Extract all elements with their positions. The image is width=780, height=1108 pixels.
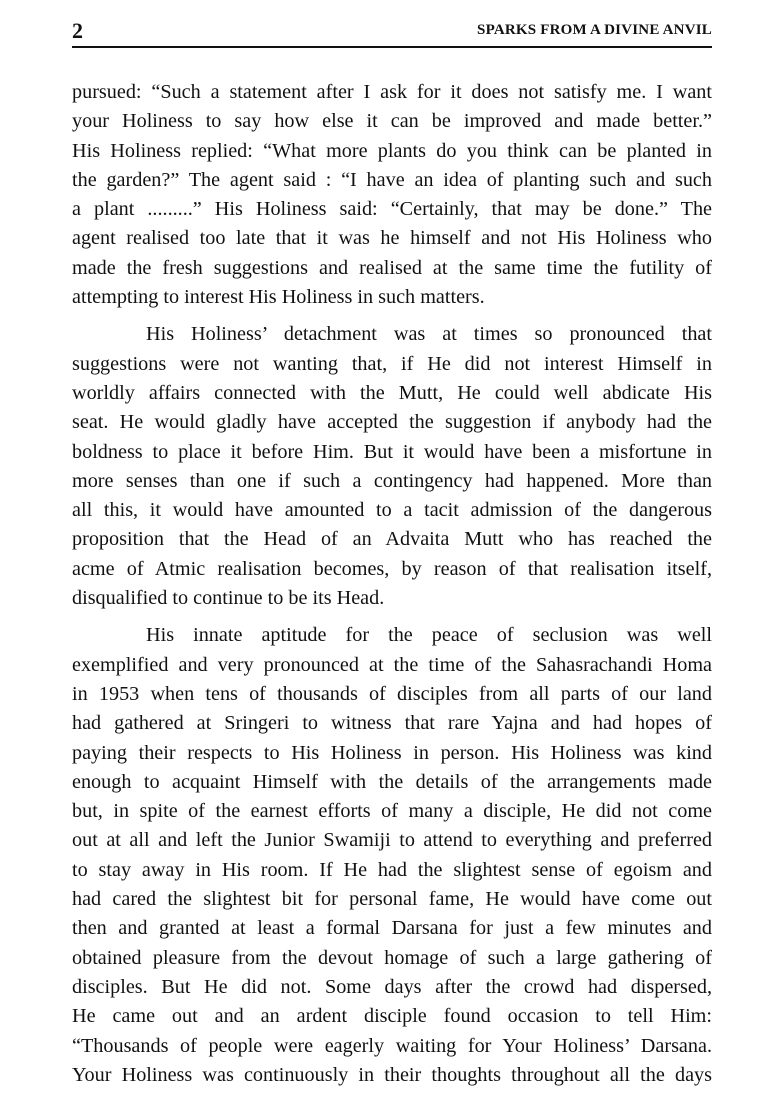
text-line: His innate aptitude for the peace of seclusion was well xyxy=(146,624,712,647)
paragraph-2 xyxy=(72,320,712,613)
text-line: then and granted at least a formal Darsana for just a few minutes and xyxy=(72,917,712,940)
text-line: your Holiness to say how else it can be improved and made better.” xyxy=(72,110,712,133)
paragraph-1 xyxy=(72,78,712,312)
book-page xyxy=(72,14,712,1090)
text-line: “Thousands of people were eagerly waiting for Your Holiness’ Darsana. xyxy=(72,1034,712,1057)
text-line: made the fresh suggestions and realised at the same time the futility of xyxy=(72,256,712,279)
text-line: the garden?” The agent said : “I have an idea of planting such and such xyxy=(72,168,712,191)
text-line: boldness to place it before Him. But it would have been a misfortune in xyxy=(72,440,712,463)
text-line: His Holiness replied: “What more plants do you think can be planted in xyxy=(72,139,712,162)
text-line: but, in spite of the earnest efforts of many a disciple, He did not come xyxy=(72,800,712,823)
text-line: paying their respects to His Holiness in person. His Holiness was kind xyxy=(72,741,712,764)
text-line: His Holiness’ detachment was at times so pronounced that xyxy=(146,323,712,346)
text-line: worldly affairs connected with the Mutt, He could well abdicate His xyxy=(72,381,712,404)
page-number: 2 xyxy=(72,18,83,43)
text-line: disqualified to continue to be its Head. xyxy=(72,587,385,610)
text-line: Your Holiness was continuously in their thoughts throughout all the days xyxy=(72,1063,712,1086)
paragraph-3 xyxy=(72,621,712,1090)
text-line: had gathered at Sringeri to witness that rare Yajna and had hopes of xyxy=(72,712,712,735)
book-title: SPARKS FROM A DIVINE ANVIL xyxy=(477,22,712,38)
text-line: attempting to interest His Holiness in such matters. xyxy=(72,286,485,309)
text-line: exemplified and very pronounced at the time of the Sahasrachandi Homa xyxy=(72,653,712,676)
running-head xyxy=(72,14,712,48)
text-line: He came out and an ardent disciple found occasion to tell Him: xyxy=(72,1005,712,1028)
body-text xyxy=(72,78,712,1090)
text-line: disciples. But He did not. Some days after the crowd had dispersed, xyxy=(72,975,712,998)
text-line: enough to acquaint Himself with the details of the arrangements made xyxy=(72,770,712,793)
text-line: to stay away in His room. If He had the slightest sense of egoism and xyxy=(72,858,712,881)
paragraph-spacer xyxy=(72,613,712,621)
text-line: obtained pleasure from the devout homage of such a large gathering of xyxy=(72,946,712,969)
text-line: agent realised too late that it was he himself and not His Holiness who xyxy=(72,227,712,250)
text-line: in 1953 when tens of thousands of disciples from all parts of our land xyxy=(72,682,712,705)
text-line: all this, it would have amounted to a tacit admission of the dangerous xyxy=(72,499,712,522)
text-line: a plant .........” His Holiness said: “Certainly, that may be done.” The xyxy=(72,198,712,221)
text-line: suggestions were not wanting that, if He did not interest Himself in xyxy=(72,352,712,375)
paragraph-spacer xyxy=(72,312,712,320)
text-line: proposition that the Head of an Advaita Mutt who has reached the xyxy=(72,528,712,551)
text-line: acme of Atmic realisation becomes, by reason of that realisation itself, xyxy=(72,557,712,580)
text-line: more senses than one if such a contingency had happened. More than xyxy=(72,469,712,492)
text-line: pursued: “Such a statement after I ask for it does not satisfy me. I want xyxy=(72,81,712,103)
text-line: had cared the slightest bit for personal fame, He would have come out xyxy=(72,888,712,911)
text-line: out at all and left the Junior Swamiji to attend to everything and preferred xyxy=(72,829,712,852)
text-line: seat. He would gladly have accepted the suggestion if anybody had the xyxy=(72,411,712,434)
